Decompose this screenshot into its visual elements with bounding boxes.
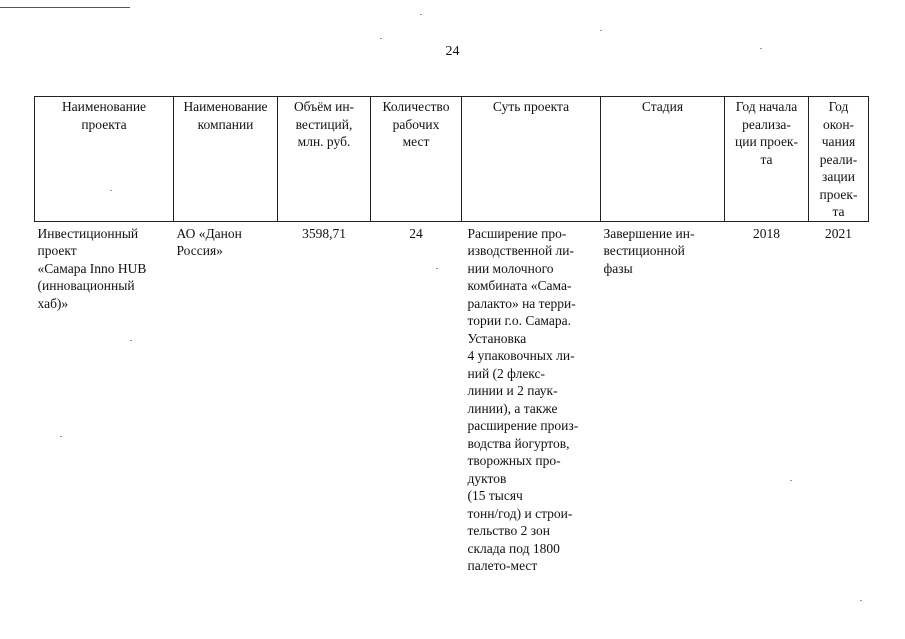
investment-projects-table [34, 96, 869, 575]
scan-speck [600, 30, 602, 31]
header-project-essence: Суть проекта [462, 97, 601, 222]
table-row [35, 221, 869, 575]
header-project-name: Наименование проекта [35, 97, 174, 222]
header-start-year: Год начала реализа- ции проек- та [725, 97, 809, 222]
cell-investment: 3598,71 [302, 225, 346, 241]
cell-description: Расширение про- изводственной ли- нии молочного комбината «Сама- ралакто» на терри- тории г.о. Самара. Установка 4 упаковочных ли- ний (2 флекс- линии и 2 паук- линии), а также расширение произ- водства йогуртов, творожных про- дуктов (15 тысяч тонн/год) и строи- тельство 2 зон склада под 1800 палето-мест [467, 225, 579, 573]
header-jobs-count: Количество рабочих мест [371, 97, 462, 222]
scan-speck [380, 38, 382, 39]
scan-speck [130, 340, 132, 341]
scan-speck [60, 436, 62, 437]
page-number: 24 [445, 44, 460, 59]
header-rule [0, 7, 130, 8]
scan-speck [790, 480, 792, 481]
header-company-name: Наименование компании [174, 97, 278, 222]
header-end-year: Год окон- чания реали- зации проек- та [809, 97, 869, 222]
cell-jobs: 24 [409, 225, 423, 241]
cell-company: АО «Данон Россия» [176, 225, 242, 258]
cell-stage: Завершение ин- вестиционной фазы [603, 225, 695, 276]
cell-end-year: 2021 [825, 225, 852, 241]
scan-speck [860, 600, 862, 601]
cell-project-name: Инвестиционный проект «Самара Inno HUB (инновационный хаб)» [37, 225, 147, 311]
table-header-row [35, 97, 869, 222]
scan-speck [420, 14, 422, 15]
scan-speck [110, 190, 112, 191]
scan-speck [436, 268, 438, 269]
scan-speck [760, 48, 762, 49]
cell-start-year: 2018 [753, 225, 780, 241]
header-investment-volume: Объём ин- вестиций, млн. руб. [278, 97, 371, 222]
header-stage: Стадия [601, 97, 725, 222]
